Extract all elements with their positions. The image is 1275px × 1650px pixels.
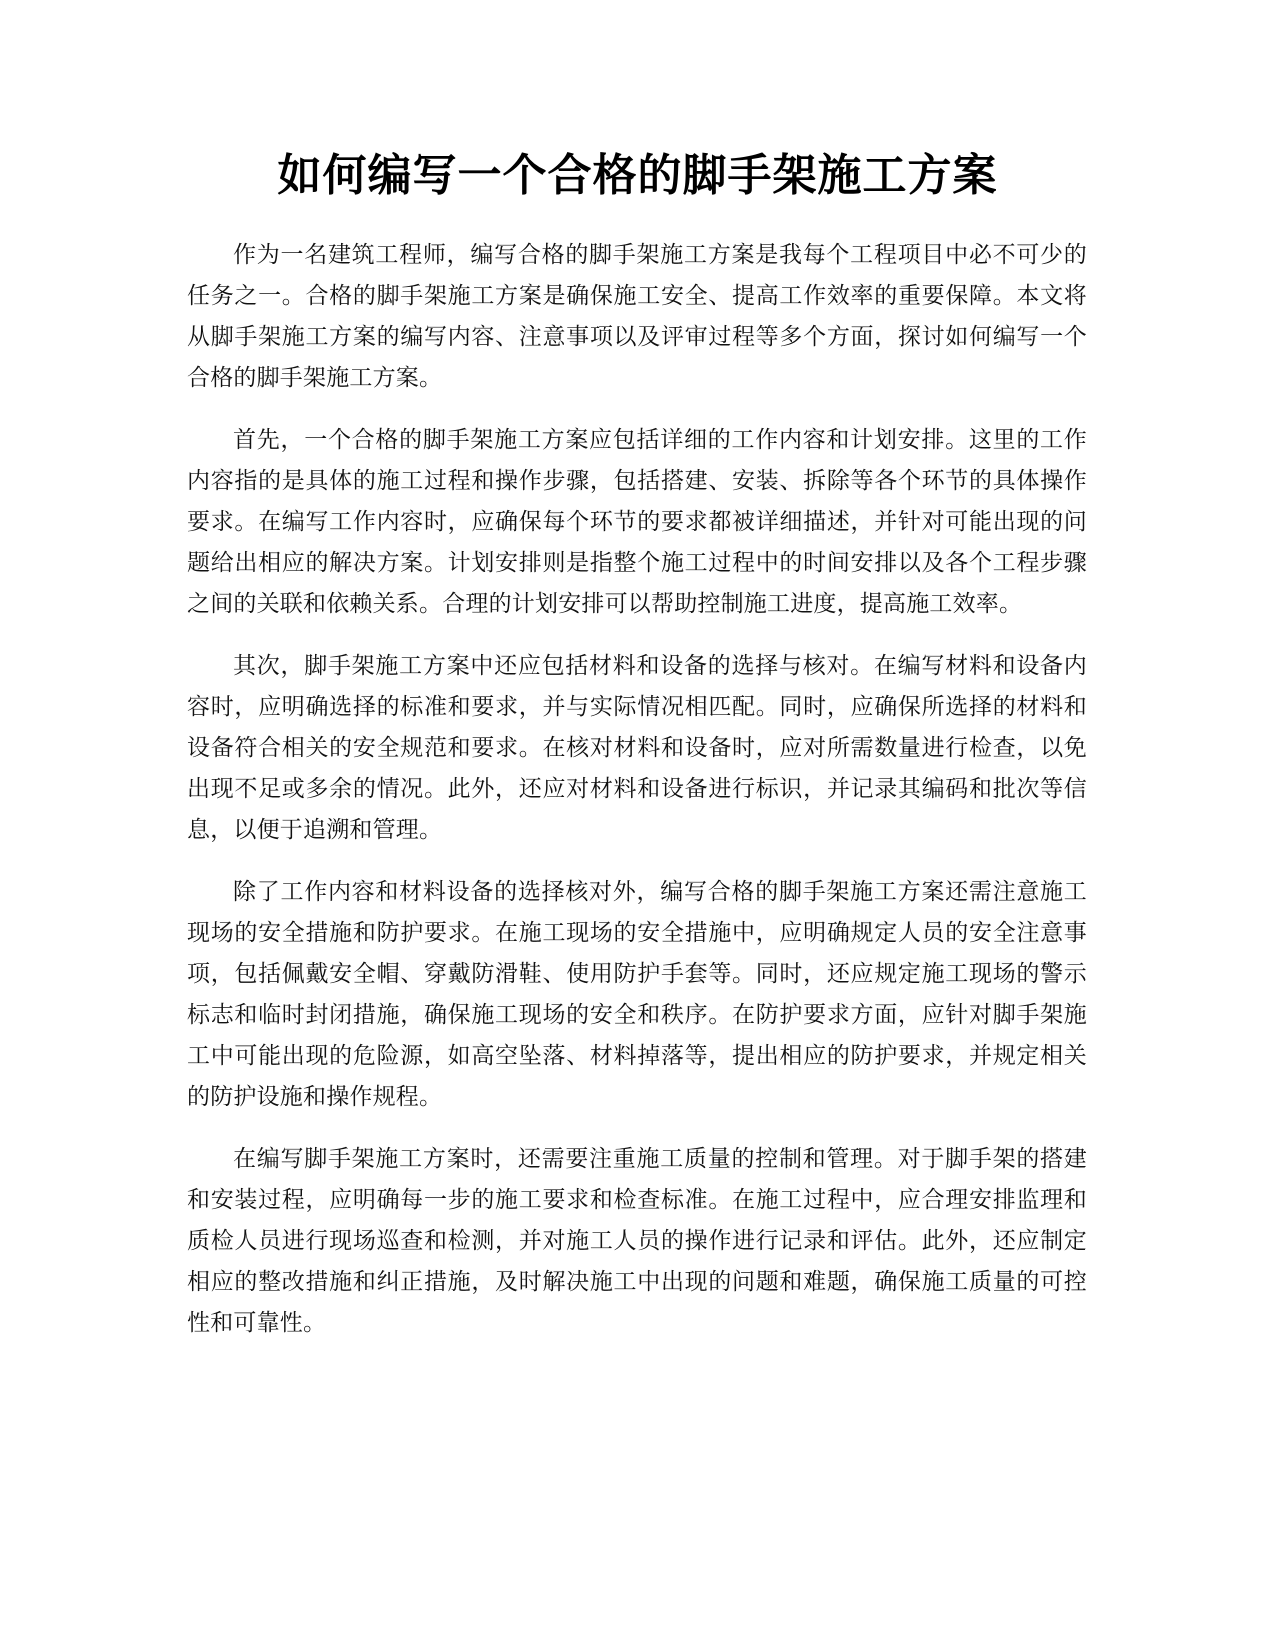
- paragraph-safety: 除了工作内容和材料设备的选择核对外，编写合格的脚手架施工方案还需注意施工现场的安全措施和防护要求。在施工现场的安全措施中，应明确规定人员的安全注意事项，包括佩戴安全帽、穿戴防滑鞋、使用防护手套等。同时，还应规定施工现场的警示标志和临时封闭措施，确保施工现场的安全和秩序。在防护要求方面，应针对脚手架施工中可能出现的危险源，如高空坠落、材料掉落等，提出相应的防护要求，并规定相关的防护设施和操作规程。: [187, 879, 1087, 1110]
- document-title: 如何编写一个合格的脚手架施工方案: [277, 150, 998, 201]
- paragraph-intro: 作为一名建筑工程师，编写合格的脚手架施工方案是我每个工程项目中必不可少的任务之一。合格的脚手架施工方案是确保施工安全、提高工作效率的重要保障。本文将从脚手架施工方案的编写内容、注意事项以及评审过程等多个方面，探讨如何编写一个合格的脚手架施工方案。: [187, 242, 1087, 391]
- document-body: [187, 235, 1087, 1365]
- paragraph-materials: 其次，脚手架施工方案中还应包括材料和设备的选择与核对。在编写材料和设备内容时，应明确选择的标准和要求，并与实际情况相匹配。同时，应确保所选择的材料和设备符合相关的安全规范和要求。在核对材料和设备时，应对所需数量进行检查，以免出现不足或多余的情况。此外，还应对材料和设备进行标识，并记录其编码和批次等信息，以便于追溯和管理。: [187, 653, 1087, 843]
- paragraph-work-content: 首先，一个合格的脚手架施工方案应包括详细的工作内容和计划安排。这里的工作内容指的是具体的施工过程和操作步骤，包括搭建、安装、拆除等各个环节的具体操作要求。在编写工作内容时，应确保每个环节的要求都被详细描述，并针对可能出现的问题给出相应的解决方案。计划安排则是指整个施工过程中的时间安排以及各个工程步骤之间的关联和依赖关系。合理的计划安排可以帮助控制施工进度，提高施工效率。: [187, 427, 1087, 617]
- paragraph-quality: 在编写脚手架施工方案时，还需要注重施工质量的控制和管理。对于脚手架的搭建和安装过程，应明确每一步的施工要求和检查标准。在施工过程中，应合理安排监理和质检人员进行现场巡查和检测，并对施工人员的操作进行记录和评估。此外，还应制定相应的整改措施和纠正措施，及时解决施工中出现的问题和难题，确保施工质量的可控性和可靠性。: [187, 1146, 1087, 1336]
